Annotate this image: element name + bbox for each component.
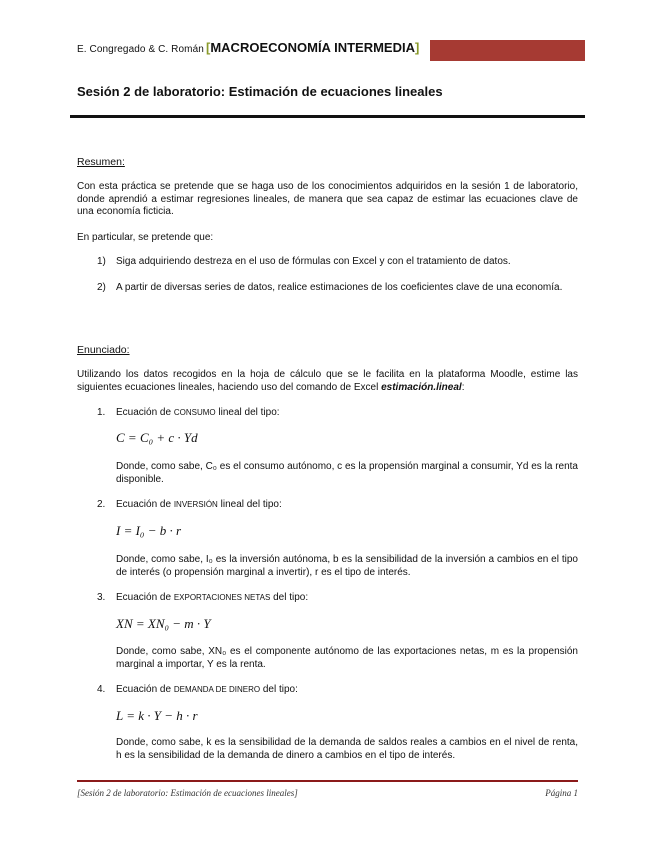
footer-page-number: Página 1	[545, 788, 578, 798]
title-divider	[70, 115, 585, 118]
resumen-item-text: Siga adquiriendo destreza en el uso de fórmulas con Excel y con el tratamiento de datos.	[116, 256, 511, 267]
equation-keyword: EXPORTACIONES NETAS	[173, 593, 271, 602]
footer-document-title: [Sesión 2 de laboratorio: Estimación de ecuaciones lineales]	[77, 788, 298, 798]
equation-item-number: 2.	[97, 499, 106, 510]
equation-item-label: Ecuación de EXPORTACIONES NETAS del tipo:	[116, 592, 309, 603]
enunciado-heading: Enunciado:	[77, 344, 130, 356]
excel-command: estimación.lineal	[381, 381, 462, 393]
equation-item-label: Ecuación de INVERSIÓN lineal del tipo:	[116, 499, 282, 510]
header-course-name: MACROECONOMÍA INTERMEDIA	[210, 40, 415, 55]
equation-description: Donde, como sabe, k es la sensibilidad de la demanda de saldos reales a cambios en el nivel de renta, h es la sensibilidad de la demanda de dinero a cambios en el tipo de interés.	[116, 737, 578, 761]
header-course-title	[206, 40, 419, 55]
header-bracket-open: [	[206, 40, 211, 55]
equation-item-number: 4.	[97, 684, 106, 695]
equation-item-label: Ecuación de CONSUMO lineal del tipo:	[116, 407, 280, 418]
equation-description: Donde, como sabe, XN₀ es el componente autónomo de las exportaciones netas, m es la propensión marginal a importar, Y es la renta.	[116, 646, 578, 670]
equation-keyword: DEMANDA DE DINERO	[173, 685, 261, 694]
equation-item-number: 1.	[97, 407, 106, 418]
page-title: Sesión 2 de laboratorio: Estimación de ecuaciones lineales	[77, 84, 443, 99]
equation-item-label: Ecuación de DEMANDA DE DINERO del tipo:	[116, 684, 298, 695]
enunciado-paragraph	[77, 369, 578, 394]
resumen-intro: En particular, se pretende que:	[77, 232, 214, 243]
resumen-item-text: A partir de diversas series de datos, realice estimaciones de los coeficientes clave de una economía.	[116, 282, 563, 293]
equation-exportaciones-netas: XN = XN₀ − m · Y	[116, 616, 211, 631]
enunciado-paragraph-start: Utilizando los datos recogidos en la hoja de cálculo que se le facilita en la plataforma Moodle, estime las siguientes ecuaciones lineales, haciendo uso del comando de Excel	[77, 369, 578, 393]
resumen-paragraph: Con esta práctica se pretende que se haga uso de los conocimientos adquiridos en la sesión 1 de laboratorio, donde aprendió a estimar regresiones lineales, de manera que sea capaz de estimar las ecuaciones clave de una economía ficticia.	[77, 181, 578, 218]
equation-description: Donde, como sabe, I₀ es la inversión autónoma, b es la sensibilidad de la inversión a cambios en el tipo de interés (o propensión marginal a invertir), r es el tipo de interés.	[116, 554, 578, 578]
footer-divider	[77, 780, 578, 782]
resumen-heading: Resumen:	[77, 156, 125, 168]
header-bracket-close: ]	[414, 40, 420, 55]
resumen-item-number: 2)	[97, 282, 106, 293]
equation-keyword: INVERSIÓN	[173, 500, 218, 509]
header-author: E. Congregado & C. Román	[77, 44, 204, 55]
equation-demanda-dinero: L = k · Y − h · r	[116, 708, 198, 723]
equation-inversion: I = I₀ − b · r	[116, 523, 182, 538]
equation-keyword: CONSUMO	[173, 408, 216, 417]
enunciado-paragraph-end: :	[461, 381, 465, 393]
equation-description: Donde, como sabe, C₀ es el consumo autónomo, c es la propensión marginal a consumir, Yd es la renta disponible.	[116, 461, 578, 485]
resumen-item-number: 1)	[97, 256, 106, 267]
equation-consumo: C = C₀ + c · Yd	[116, 430, 198, 445]
header-color-bar	[430, 40, 585, 61]
equation-item-number: 3.	[97, 592, 106, 603]
